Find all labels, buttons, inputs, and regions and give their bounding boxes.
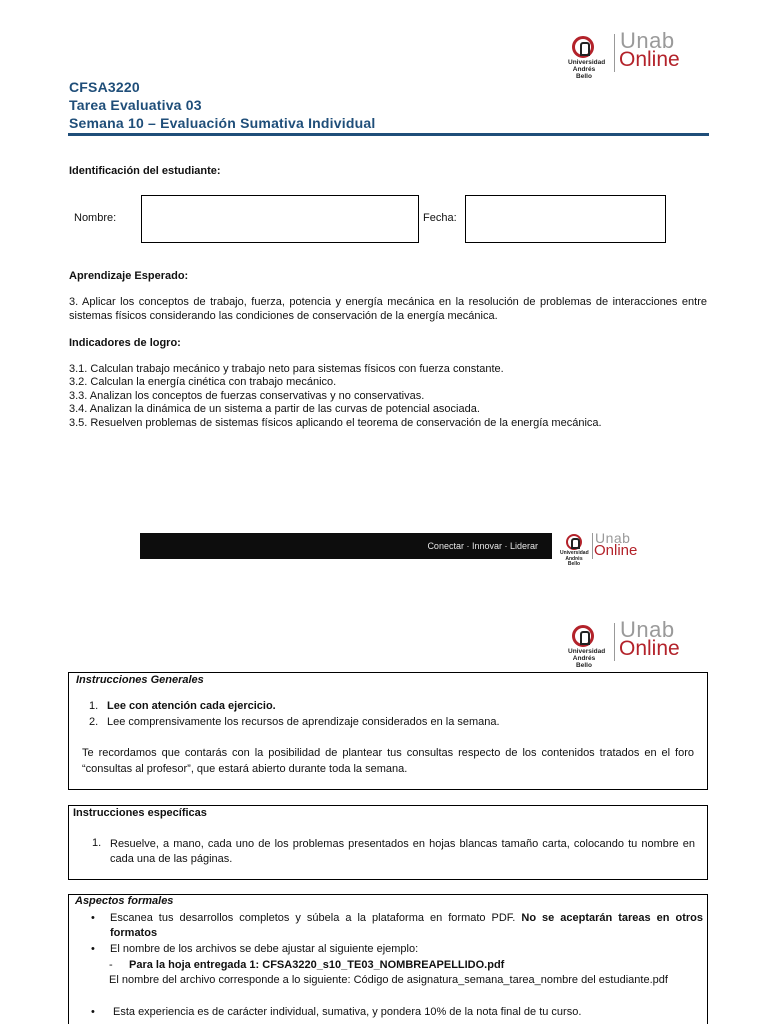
example-file-name: Para la hoja entregada 1: CFSA3220_s10_TE03_NOMBREAPELLIDO.pdf (129, 959, 505, 971)
logo-unab-text: Unab (620, 28, 675, 53)
header-rule (68, 133, 709, 136)
task-title: Tarea Evaluativa 03 (69, 97, 202, 113)
bullet-icon: • (91, 943, 95, 955)
university-name: Universidad Andrés Bello (560, 550, 589, 567)
formal-aspects-title: Aspectos formales (75, 895, 174, 907)
indicator-item: 3.4. Analizan la dinámica de un sistema a partir de las curvas de potencial asociada. (69, 403, 480, 416)
expected-learning-text: 3. Aplicar los conceptos de trabajo, fuerza, potencia y energía mecánica en la resolución de problemas de interacciones entre sistemas físicos considerando las condiciones de conservación de la energía mecánica. (69, 296, 707, 322)
item-number: 1. (89, 700, 99, 712)
item-text: Lee comprensivamente los recursos de aprendizaje considerados en la semana. (107, 716, 500, 728)
identification-title: Identificación del estudiante: (69, 165, 221, 177)
name-field[interactable] (141, 195, 419, 243)
indicator-item: 3.2. Calculan la energía cinética con trabajo mecánico. (69, 376, 337, 389)
formal-bullet-1 (91, 911, 703, 941)
logo-unab-text: Unab (595, 530, 631, 546)
logo-divider (614, 34, 615, 72)
example-note: El nombre del archivo corresponde a lo siguiente: Código de asignatura_semana_tarea_nombre del estudiante.pdf (109, 974, 668, 986)
formal-bullet-2 (91, 942, 703, 957)
logo-divider (614, 623, 615, 661)
university-seal-icon (566, 534, 582, 550)
indicator-item: 3.1. Calculan trabajo mecánico y trabajo neto para sistemas físicos con fuerza constante. (69, 363, 504, 375)
university-seal-icon (572, 36, 594, 58)
course-code: CFSA3220 (69, 79, 140, 95)
specific-instructions-panel (68, 805, 708, 880)
logo-online-text: Online (594, 542, 638, 559)
dash-icon: - (109, 959, 113, 971)
footer-logo (560, 530, 645, 567)
formal-aspects-panel (68, 894, 708, 1024)
item-text: Lee con atención cada ejercicio. (107, 700, 276, 712)
footer-bar (140, 533, 552, 559)
bullet1-text: Escanea tus desarrollos completos y súbela a la plataforma en formato PDF. (110, 912, 516, 924)
bullet-icon: • (91, 912, 95, 924)
formal-bullet-3 (91, 1005, 703, 1020)
logo-unab-text: Unab (620, 617, 675, 642)
logo-divider (592, 533, 593, 559)
bullet-icon: • (91, 1006, 95, 1018)
university-name: Universidad Andrés Bello (568, 59, 606, 80)
bullet3-text: Esta experiencia es de carácter individual, sumativa, y pondera 10% de la nota final de tu curso. (113, 1006, 582, 1018)
specific-instructions-title: Instrucciones específicas (73, 807, 207, 819)
university-seal-icon (572, 625, 594, 647)
date-field[interactable] (465, 195, 666, 243)
indicator-item: 3.3. Analizan los conceptos de fuerzas conservativas y no conservativas. (69, 389, 425, 402)
expected-learning-title: Aprendizaje Esperado: (69, 270, 189, 282)
general-instructions-panel (68, 672, 708, 790)
item-number: 2. (89, 716, 99, 728)
unab-online-logo-page2 (568, 617, 687, 669)
university-name: Universidad Andrés Bello (568, 648, 606, 669)
formal-example (109, 958, 704, 988)
general-item-2 (89, 716, 500, 728)
logo-online-text: Online (619, 48, 680, 71)
general-note: Te recordamos que contarás con la posibilidad de plantear tus consultas respecto de los contenidos tratados en el foro “consultas al profesor”, que estará abierto durante toda la semana. (82, 747, 694, 775)
unab-online-logo (568, 28, 687, 80)
general-item-1 (89, 700, 276, 712)
indicators-title: Indicadores de logro: (69, 337, 181, 349)
general-instructions-title: Instrucciones Generales (76, 674, 204, 686)
logo-online-text: Online (619, 637, 680, 660)
name-label: Nombre: (74, 212, 117, 224)
bullet2-text: El nombre de los archivos se debe ajustar al siguiente ejemplo: (110, 943, 419, 955)
footer-slogan: Conectar · Innovar · Liderar (427, 541, 538, 551)
specific-item-number: 1. (92, 837, 102, 849)
specific-item-text: Resuelve, a mano, cada uno de los problemas presentados en hojas blancas tamaño carta, colocando tu nombre en cada una de las páginas. (110, 838, 695, 865)
bullet1-bold-text: No se aceptarán tareas en otros formatos (110, 912, 704, 939)
indicators-list (69, 363, 709, 430)
indicator-item: 3.5. Resuelven problemas de sistemas físicos aplicando el teorema de conservación de la energía mecánica. (69, 416, 602, 429)
date-label: Fecha: (423, 212, 457, 224)
week-title: Semana 10 – Evaluación Sumativa Individual (69, 115, 376, 131)
